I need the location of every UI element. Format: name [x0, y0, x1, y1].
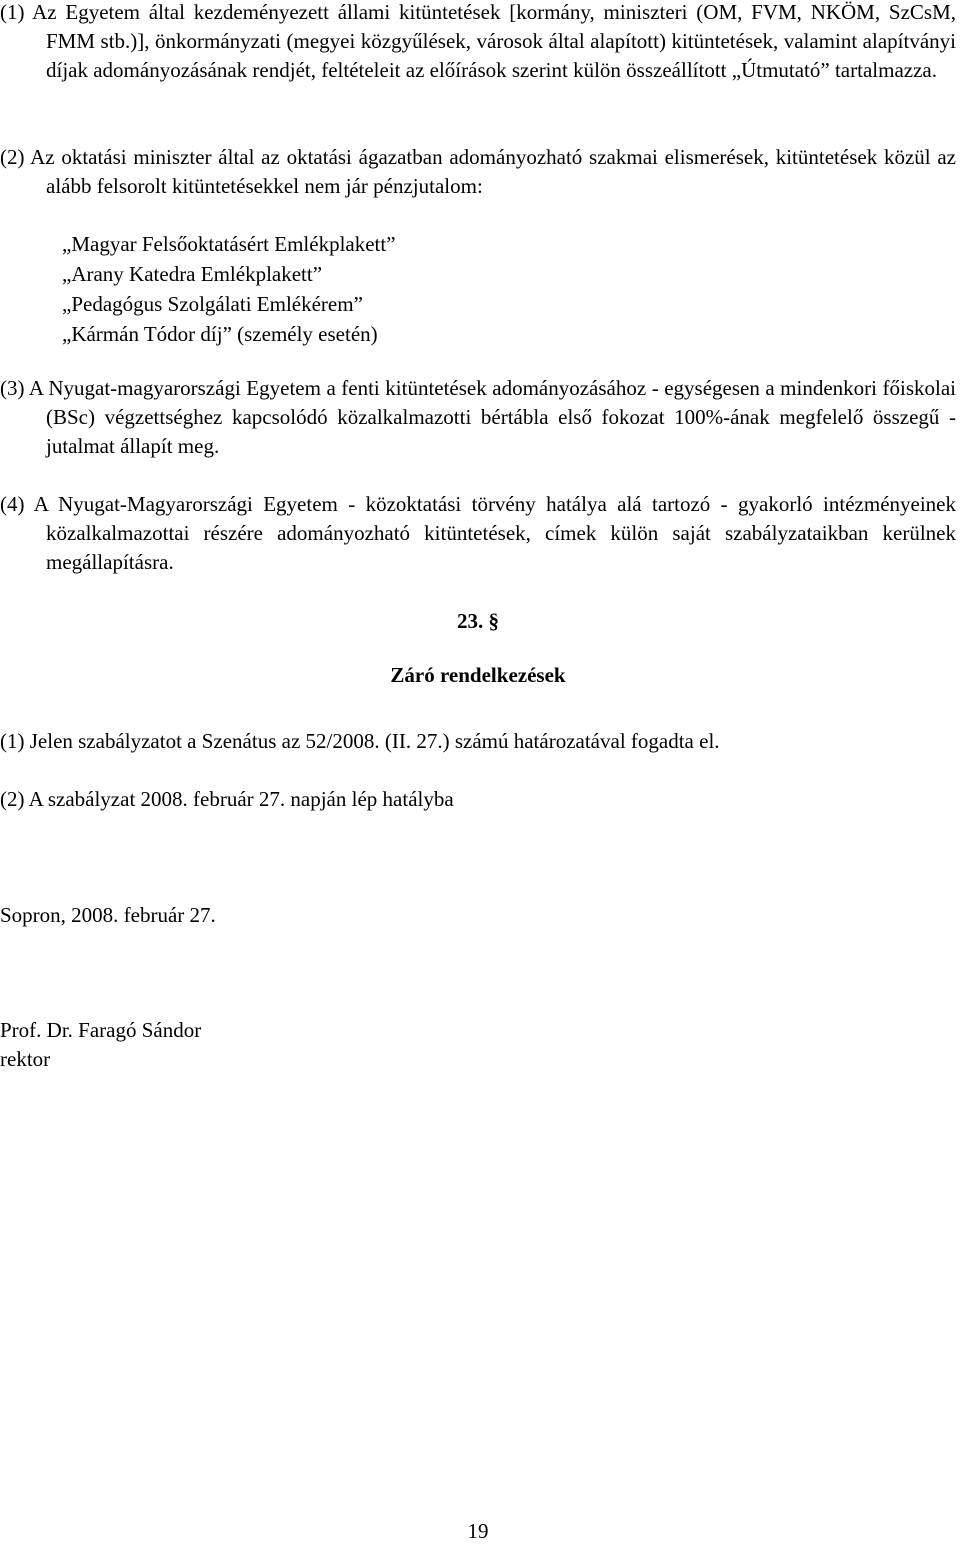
paragraph-3	[0, 374, 956, 461]
award-list	[62, 229, 396, 349]
paragraph-3-text: (3) A Nyugat-magyarországi Egyetem a fenti kitüntetések adományozásához - egységesen a mindenkori főiskolai (BSc) végzettséghez kapcsolódó közalkalmazotti bértábla első fokozat 100%-ának megfelelő összegű - jutalmat állapít meg.	[0, 376, 956, 458]
section-title: Záró rendelkezések	[390, 663, 566, 687]
closing-2: (2) A szabályzat 2008. február 27. napján lép hatályba	[0, 787, 454, 811]
paragraph-1	[0, 0, 956, 85]
place-date: Sopron, 2008. február 27.	[0, 903, 216, 927]
closing-1: (1) Jelen szabályzatot a Szenátus az 52/2008. (II. 27.) számú határozatával fogadta el.	[0, 729, 720, 753]
paragraph-1-text: (1) Az Egyetem által kezdeményezett állami kitüntetések [kormány, miniszteri (OM, FVM, NKÖM, SzCsM, FMM stb.)], önkormányzati (megyei közgyűlések, városok által alapított) kitüntetések, valamint alapítványi díjak adományozásának rendjét, feltételeit az előírások szerint külön összeállított „Útmutató” tartalmazza.	[0, 0, 956, 82]
paragraph-2-text: (2) Az oktatási miniszter által az oktatási ágazatban adományozható szakmai elismerések, kitüntetések közül az alább felsorolt kitüntetésekkel nem jár pénzjutalom:	[0, 145, 956, 198]
section-number: 23. §	[457, 609, 499, 633]
page-number: 19	[467, 1519, 489, 1543]
award-item-2: „Arany Katedra Emlékplakett”	[62, 262, 323, 286]
paragraph-4-text: (4) A Nyugat-Magyarországi Egyetem - közoktatási törvény hatálya alá tartozó - gyakorló intézményeinek közalkalmazottai részére adományozható kitüntetések, címek külön saját szabályzataikban kerülnek megállapításra.	[0, 492, 956, 574]
paragraph-2	[0, 143, 956, 201]
award-item-3: „Pedagógus Szolgálati Emlékérem”	[62, 292, 363, 316]
award-item-4: „Kármán Tódor díj” (személy esetén)	[62, 322, 378, 346]
signatory-title: rektor	[0, 1047, 51, 1071]
award-item-1: „Magyar Felsőoktatásért Emlékplakett”	[62, 232, 396, 256]
signatory-name: Prof. Dr. Faragó Sándor	[0, 1018, 202, 1042]
paragraph-4	[0, 490, 956, 577]
